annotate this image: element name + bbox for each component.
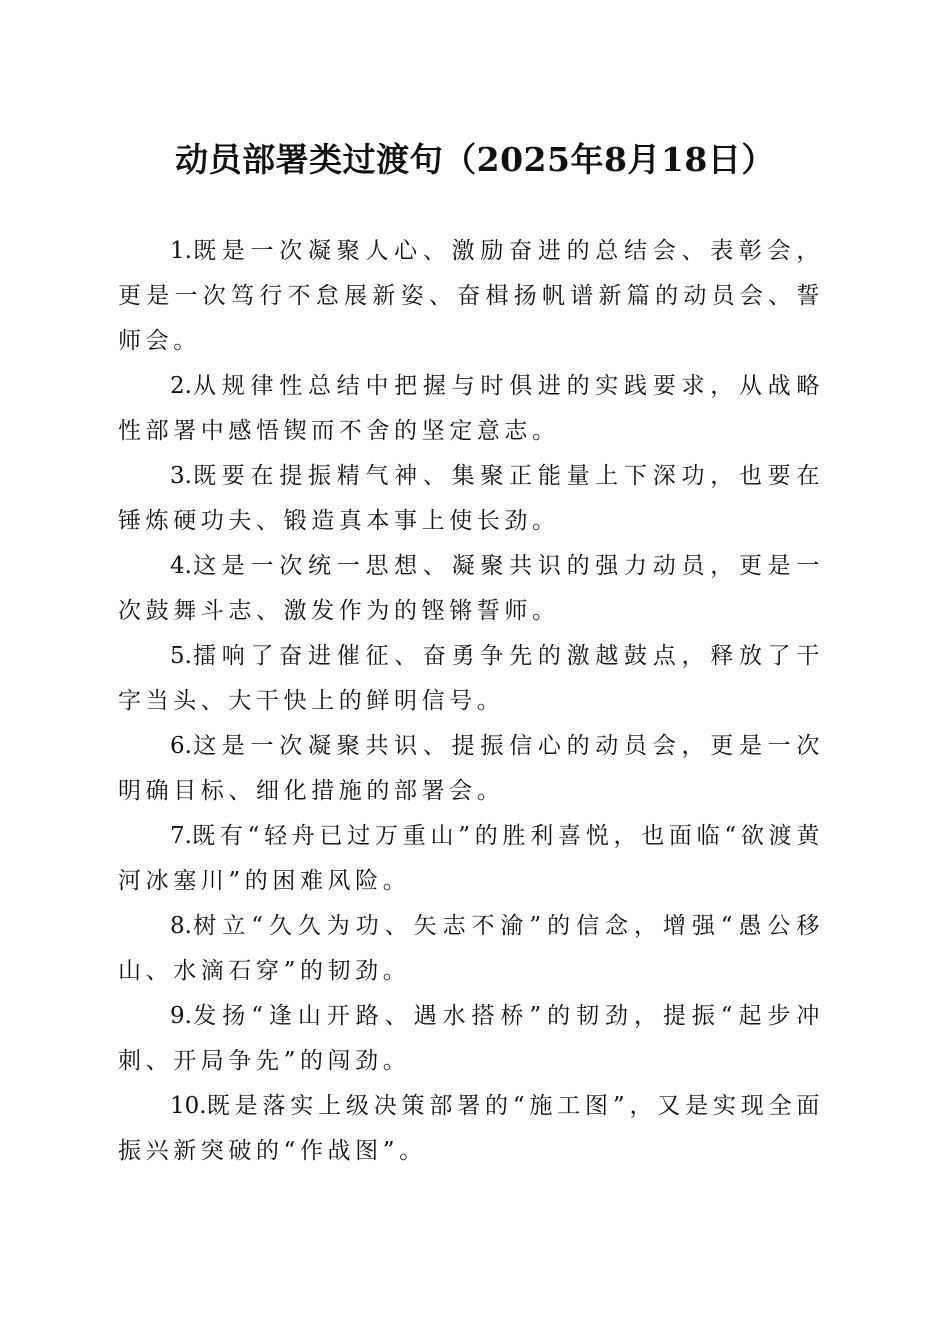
item-number: 2. bbox=[170, 373, 192, 399]
page-title: 动员部署类过渡句（2025年8月18日） bbox=[175, 140, 775, 179]
item-number: 6. bbox=[170, 733, 192, 759]
item-number: 3. bbox=[170, 463, 192, 489]
item-text: 既是落实上级决策部署的“施工图”，又是实现全面振兴新突破的“作战图”。 bbox=[118, 1093, 824, 1164]
item-number: 5. bbox=[170, 643, 192, 669]
item-number: 9. bbox=[170, 1003, 192, 1029]
item-number: 1. bbox=[170, 238, 192, 264]
list-item bbox=[118, 454, 824, 544]
list-item bbox=[118, 634, 824, 724]
list-item bbox=[118, 994, 824, 1084]
list-item bbox=[118, 229, 824, 364]
item-number: 7. bbox=[170, 823, 192, 849]
item-text: 既要在提振精气神、集聚正能量上下深功，也要在锤炼硬功夫、锻造真本事上使长劲。 bbox=[118, 463, 824, 534]
item-text: 这是一次统一思想、凝聚共识的强力动员，更是一次鼓舞斗志、激发作为的铿锵誓师。 bbox=[118, 553, 824, 624]
item-text: 擂响了奋进催征、奋勇争先的激越鼓点，释放了干字当头、大干快上的鲜明信号。 bbox=[118, 643, 824, 714]
item-text: 树立“久久为功、矢志不渝”的信念，增强“愚公移山、水滴石穿”的韧劲。 bbox=[118, 913, 824, 984]
list-item bbox=[118, 1084, 824, 1174]
list-item bbox=[118, 544, 824, 634]
item-text: 从规律性总结中把握与时俱进的实践要求，从战略性部署中感悟锲而不舍的坚定意志。 bbox=[118, 373, 824, 444]
item-number: 10. bbox=[170, 1093, 207, 1119]
list-item bbox=[118, 364, 824, 454]
item-number: 4. bbox=[170, 553, 192, 579]
item-text: 既有“轻舟已过万重山”的胜利喜悦，也面临“欲渡黄河冰塞川”的困难风险。 bbox=[118, 823, 824, 894]
list-item bbox=[118, 814, 824, 904]
list-item bbox=[118, 724, 824, 814]
item-text: 这是一次凝聚共识、提振信心的动员会，更是一次明确目标、细化措施的部署会。 bbox=[118, 733, 824, 804]
item-number: 8. bbox=[170, 913, 192, 939]
list-item bbox=[118, 904, 824, 994]
document-body bbox=[118, 229, 824, 1174]
item-text: 发扬“逢山开路、遇水搭桥”的韧劲，提振“起步冲刺、开局争先”的闯劲。 bbox=[118, 1003, 824, 1074]
item-text: 既是一次凝聚人心、激励奋进的总结会、表彰会，更是一次笃行不怠展新姿、奋楫扬帆谱新篇的动员会、誓师会。 bbox=[118, 238, 824, 354]
